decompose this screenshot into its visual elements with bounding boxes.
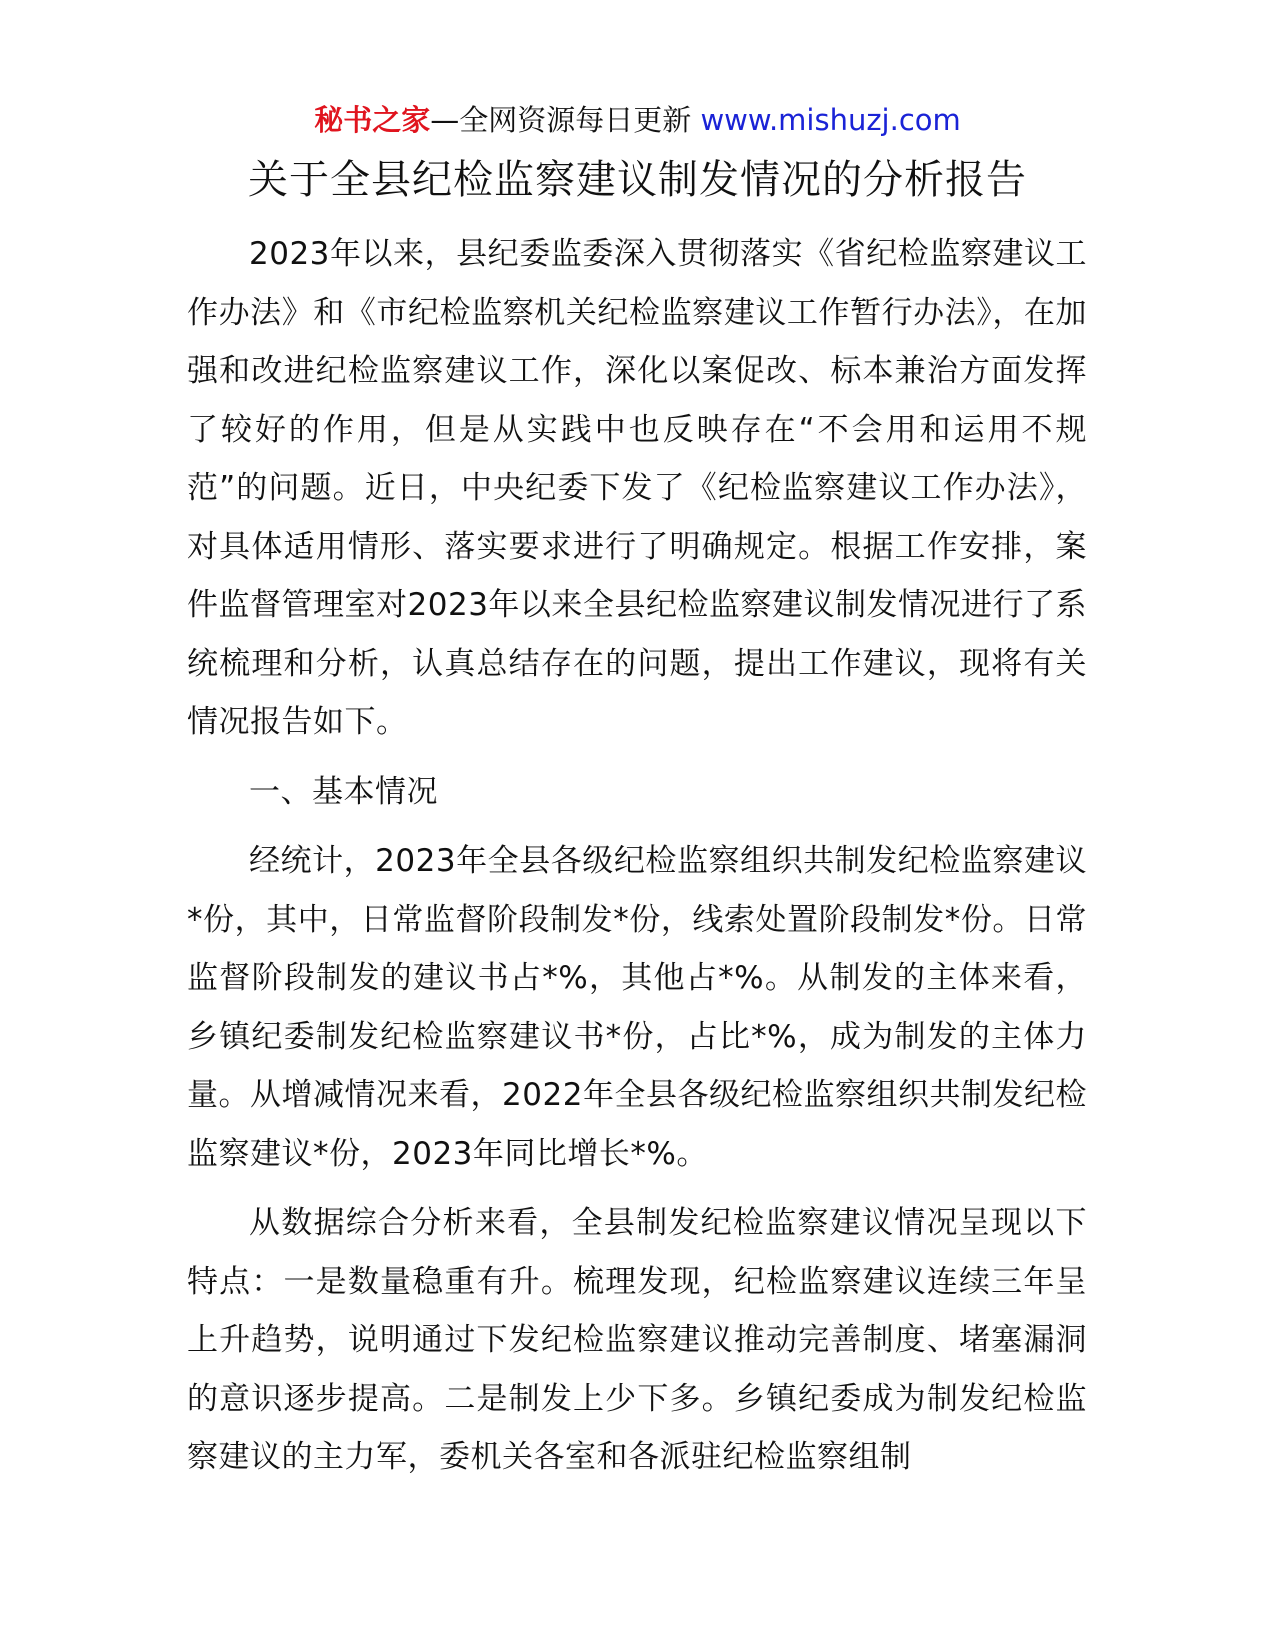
brand-name: 秘书之家 xyxy=(314,103,431,137)
site-url-link[interactable]: www.mishuzj.com xyxy=(700,103,961,137)
document-title: 关于全县纪检监察建议制发情况的分析报告 xyxy=(248,157,1027,203)
site-banner xyxy=(0,100,1275,140)
brand-tagline: —全网资源每日更新 xyxy=(430,103,692,137)
document-body xyxy=(187,225,1087,1487)
paragraph-statistics: 经统计，2023年全县各级纪检监察组织共制发纪检监察建议*份，其中，日常监督阶段制发*份，线索处置阶段制发*份。日常监督阶段制发的建议书占*%，其他占*%。从制发的主体来看，乡镇纪委制发纪检监察建议书*份，占比*%，成为制发的主体力量。从增减情况来看，2022年全县各级纪检监察组织共制发纪检监察建议*份，2023年同比增长*%。 xyxy=(187,843,1087,1172)
section-heading-basic-situation: 一、基本情况 xyxy=(249,773,438,810)
paragraph-analysis: 从数据综合分析来看，全县制发纪检监察建议情况呈现以下特点：一是数量稳重有升。梳理发现，纪检监察建议连续三年呈上升趋势，说明通过下发纪检监察建议推动完善制度、堵塞漏洞的意识逐步提高。二是制发上少下多。乡镇纪委成为制发纪检监察建议的主力军，委机关各室和各派驻纪检监察组制 xyxy=(187,1205,1087,1475)
paragraph-intro: 2023年以来，县纪委监委深入贯彻落实《省纪检监察建议工作办法》和《市纪检监察机关纪检监察建议工作暂行办法》，在加强和改进纪检监察建议工作，深化以案促改、标本兼治方面发挥了较好的作用，但是从实践中也反映存在“不会用和运用不规范”的问题。近日，中央纪委下发了《纪检监察建议工作办法》，对具体适用情形、落实要求进行了明确规定。根据工作安排，案件监督管理室对2023年以来全县纪检监察建议制发情况进行了系统梳理和分析，认真总结存在的问题，提出工作建议，现将有关情况报告如下。 xyxy=(187,236,1087,740)
